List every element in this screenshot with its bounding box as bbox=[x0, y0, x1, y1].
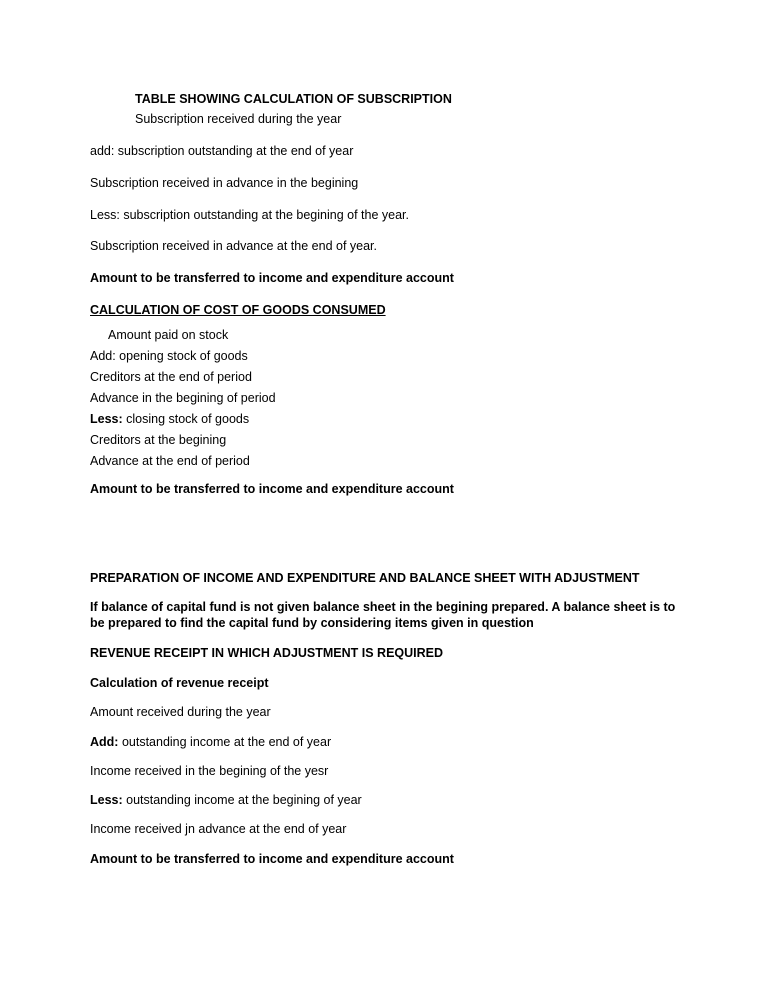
subscription-line: Subscription received in advance at the end of year. bbox=[90, 239, 377, 253]
revenue-line-text: outstanding income at the begining of year bbox=[122, 793, 362, 807]
revenue-line: Income received in the begining of the yesr bbox=[90, 764, 329, 778]
subscription-line: Less: subscription outstanding at the begining of the year. bbox=[90, 208, 409, 222]
subscription-line: Subscription received during the year bbox=[135, 112, 342, 126]
revenue-total: Amount to be transferred to income and expenditure account bbox=[90, 852, 454, 866]
subscription-title: TABLE SHOWING CALCULATION OF SUBSCRIPTION bbox=[135, 92, 452, 106]
revenue-heading: REVENUE RECEIPT IN WHICH ADJUSTMENT IS REQUIRED bbox=[90, 646, 444, 660]
cost-line: Creditors at the end of period bbox=[90, 370, 252, 384]
cost-of-goods-heading: CALCULATION OF COST OF GOODS CONSUMED bbox=[90, 303, 386, 317]
cost-line-text: closing stock of goods bbox=[122, 412, 250, 426]
cost-line: Advance in the begining of period bbox=[90, 391, 276, 405]
revenue-line-text: outstanding income at the end of year bbox=[118, 735, 332, 749]
cost-total: Amount to be transferred to income and expenditure account bbox=[90, 482, 454, 496]
revenue-subheading: Calculation of revenue receipt bbox=[90, 676, 269, 690]
subscription-total: Amount to be transferred to income and expenditure account bbox=[90, 271, 454, 285]
cost-line: Advance at the end of period bbox=[90, 454, 250, 468]
revenue-line bbox=[90, 734, 331, 750]
revenue-line-prefix: Less: bbox=[90, 793, 123, 807]
revenue-line-prefix: Add: bbox=[90, 735, 119, 749]
cost-line bbox=[90, 411, 249, 427]
revenue-line: Amount received during the year bbox=[90, 705, 271, 719]
cost-line: Amount paid on stock bbox=[108, 328, 229, 342]
subscription-line: Subscription received in advance in the begining bbox=[90, 176, 359, 190]
revenue-line bbox=[90, 792, 362, 808]
preparation-heading: PREPARATION OF INCOME AND EXPENDITURE AND BALANCE SHEET WITH ADJUSTMENT bbox=[90, 571, 640, 585]
subscription-line: add: subscription outstanding at the end of year bbox=[90, 144, 354, 158]
revenue-line: Income received jn advance at the end of year bbox=[90, 822, 347, 836]
cost-line: Add: opening stock of goods bbox=[90, 349, 248, 363]
preparation-note: If balance of capital fund is not given balance sheet in the begining prepared. A balance sheet is to be prepared to find the capital fund by considering items given in question bbox=[90, 600, 676, 630]
cost-line-prefix: Less: bbox=[90, 412, 123, 426]
cost-line: Creditors at the begining bbox=[90, 433, 227, 447]
